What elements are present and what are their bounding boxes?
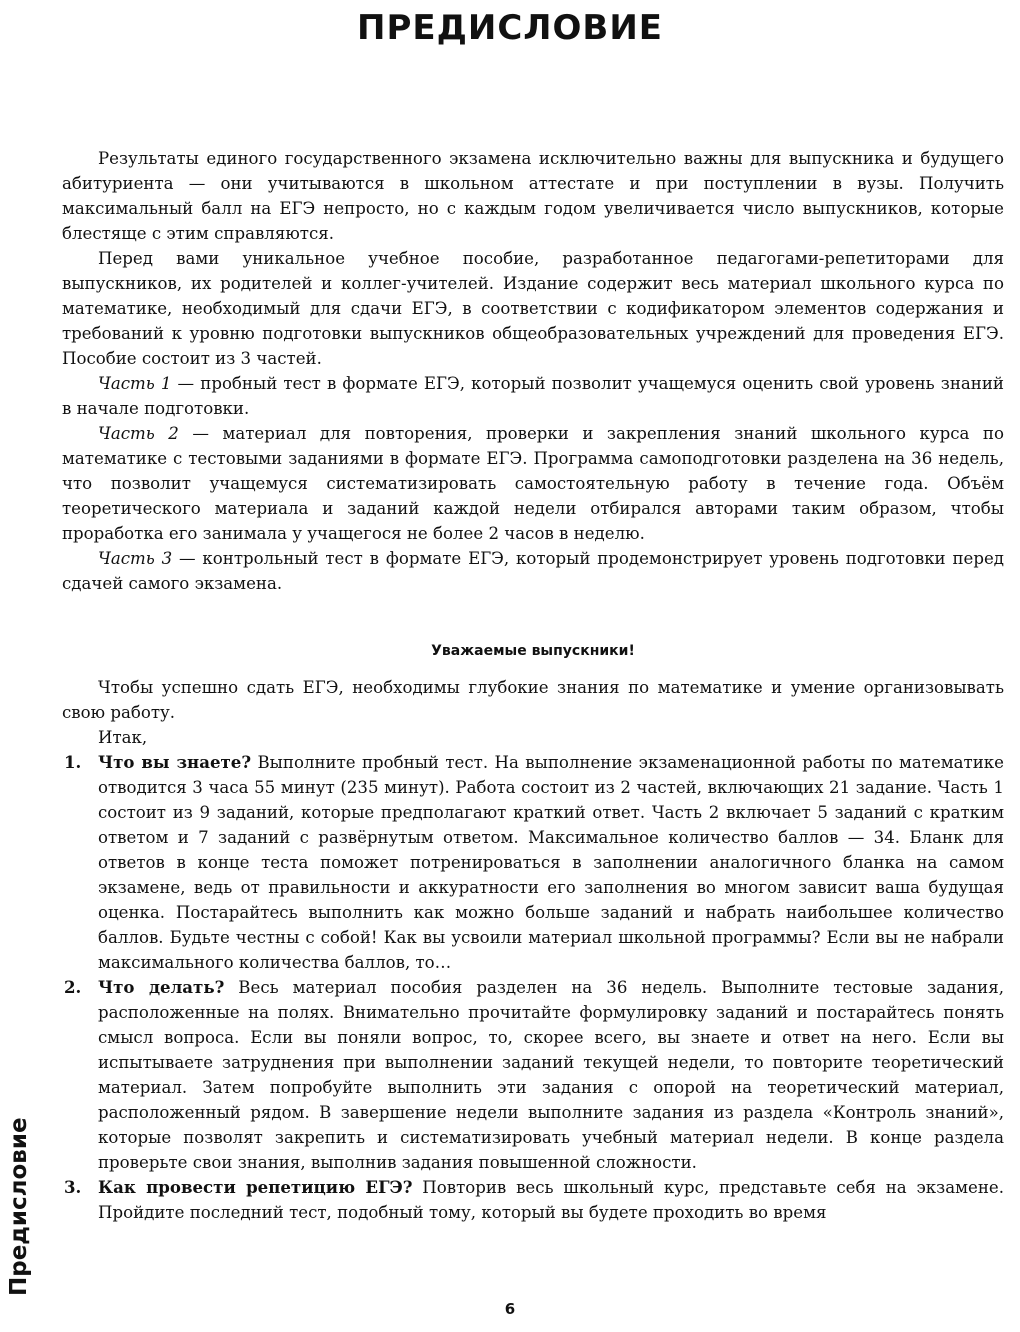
side-section-label: Предисловие xyxy=(6,1117,32,1296)
list-item xyxy=(62,975,1004,1175)
part-text: — контрольный тест в формате ЕГЭ, который продемонстрирует уровень подготовки перед сдачей самого экзамена. xyxy=(62,549,1004,593)
part-paragraph xyxy=(62,546,1004,596)
part-text: — материал для повторения, проверки и закрепления знаний школьного курса по математике с тестовыми заданиями в формате ЕГЭ. Программа самоподготовки разделена на 36 недель, что позволит учащемуся систематизировать самостоятельную работу в течение года. Объём теоретического материала и заданий каждой недели отбирался авторами таким образом, чтобы проработка его занимала у учащегося не более 2 часов в неделю. xyxy=(62,424,1004,543)
part-label: Часть 2 xyxy=(98,424,179,443)
part-text: — пробный тест в формате ЕГЭ, который позволит учащемуся оценить свой уровень знаний в начале подготовки. xyxy=(62,374,1004,418)
list-number: 2. xyxy=(64,977,82,997)
step-lead: Как провести репетицию ЕГЭ? xyxy=(98,1177,413,1197)
step-text: Повторив весь школьный курс, представьте себя на экзамене. Пройдите последний тест, подобный тому, который вы будете проходить во время xyxy=(98,1178,1004,1222)
step-lead: Что вы знаете? xyxy=(98,752,252,772)
part-paragraph xyxy=(62,421,1004,546)
section-heading: Уважаемые выпускники! xyxy=(431,643,635,659)
step-text: Весь материал пособия разделен на 36 недель. Выполните тестовые задания, расположенные на полях. Внимательно прочитайте формулировку заданий и постарайтесь понять смысл вопроса. Если вы поняли вопрос, то, скорее всего, вы знаете и ответ на него. Если вы испытываете затруднения при выполнении заданий текущей недели, то повторите теоретический материал. Затем попробуйте выполнить эти задания с опорой на теоретический материал, расположенный рядом. В завершение недели выполните задания из раздела «Контроль знаний», которые позволят закрепить и систематизировать учебный материал недели. В конце раздела проверьте свои знания, выполнив задания повышенной сложности. xyxy=(98,978,1004,1172)
part-label: Часть 3 xyxy=(98,549,173,568)
step-lead: Что делать? xyxy=(98,977,225,997)
part-paragraph xyxy=(62,371,1004,421)
paragraph: Чтобы успешно сдать ЕГЭ, необходимы глубокие знания по математике и умение организовывать свою работу. xyxy=(62,678,1004,722)
step-text: Выполните пробный тест. На выполнение экзаменационной работы по математике отводится 3 часа 55 минут (235 минут). Работа состоит из 2 частей, включающих 21 задание. Часть 1 состоит из 9 заданий, которые предполагают краткий ответ. Часть 2 включает 5 заданий с кратким ответом и 7 заданий с развёрнутым ответом. Максимальное количество баллов — 34. Бланк для ответов в конце теста поможет потренироваться в заполнении аналогичного бланка на самом экзамене, ведь от правильности и аккуратности его заполнения во многом зависит ваша будущая оценка. Постарайтесь выполнить как можно больше заданий и набрать наибольшее количество баллов. Будьте честны с собой! Как вы усвоили материал школьной программы? Если вы не набрали максимального количества баллов, то… xyxy=(98,753,1004,972)
paragraph-itak: Итак, xyxy=(98,728,148,747)
list-item xyxy=(62,1175,1004,1225)
list-number: 3. xyxy=(64,1177,82,1197)
page-title: ПРЕДИСЛОВИЕ xyxy=(356,8,664,48)
page-number: 6 xyxy=(504,1300,516,1318)
list-item xyxy=(62,750,1004,975)
part-label: Часть 1 xyxy=(98,374,172,393)
page-body xyxy=(62,146,1004,1225)
paragraph: Результаты единого государственного экзамена исключительно важны для выпускника и будущего абитуриента — они учитываются в школьном аттестате и при поступлении в вузы. Получить максимальный балл на ЕГЭ непросто, но с каждым годом увеличивается число выпускников, которые блестяще с этим справляются. xyxy=(62,149,1004,243)
steps-list xyxy=(62,750,1004,1225)
paragraph: Перед вами уникальное учебное пособие, разработанное педагогами-репетиторами для выпускников, их родителей и коллег-учителей. Издание содержит весь материал школьного курса по математике, необходимый для сдачи ЕГЭ, в соответствии с кодификатором элементов содержания и требований к уровню подготовки выпускников общеобразовательных учреждений для проведения ЕГЭ. Пособие состоит из 3 частей. xyxy=(62,249,1004,368)
list-number: 1. xyxy=(64,752,82,772)
